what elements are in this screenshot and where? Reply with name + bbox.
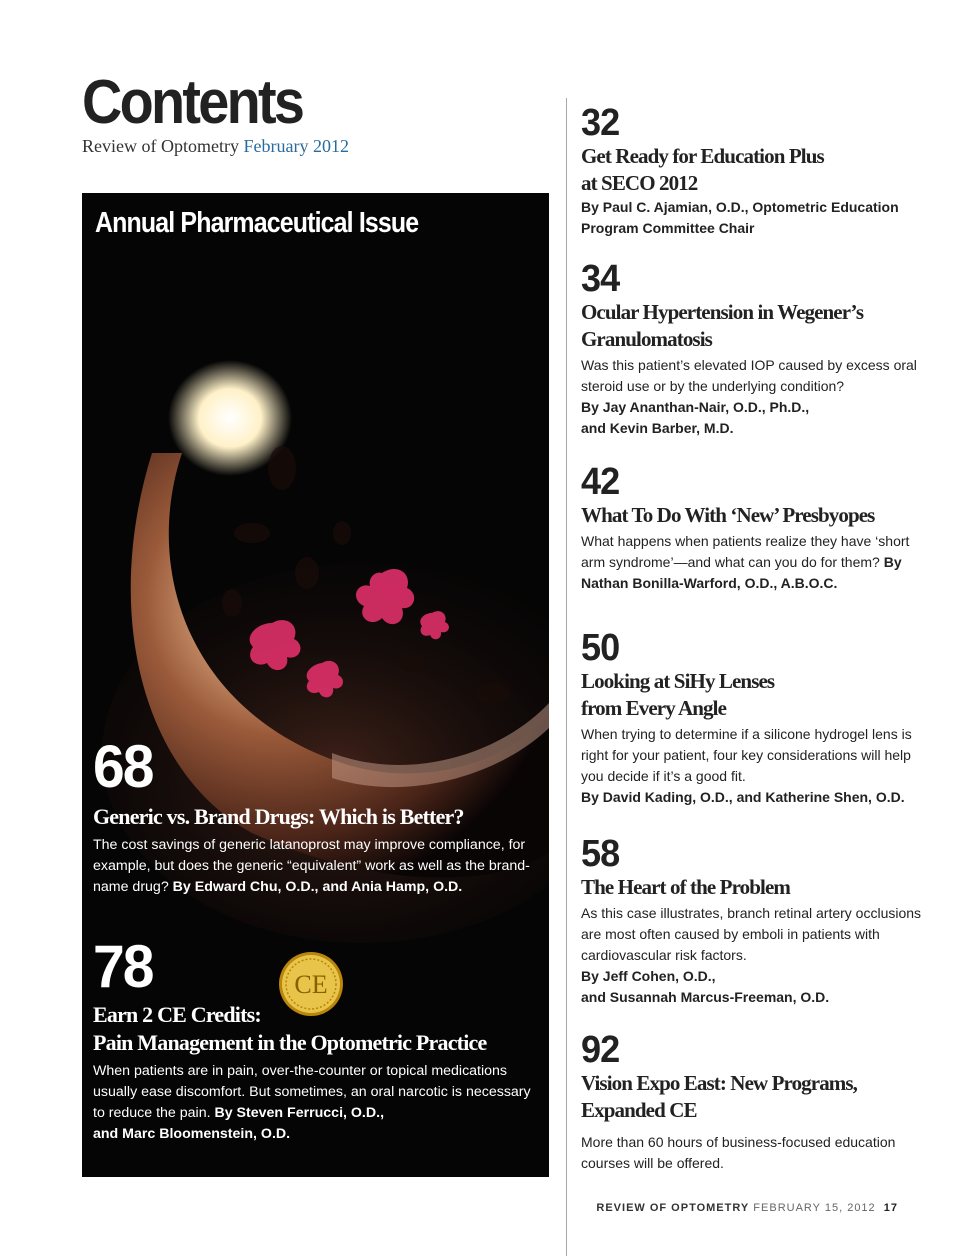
feature-byline: By Steven Ferrucci, O.D., — [214, 1105, 385, 1121]
toc-description — [581, 531, 931, 594]
toc-description: More than 60 hours of business-focused education courses will be offered. — [581, 1134, 896, 1171]
toc-page-number: 32 — [581, 102, 620, 144]
feature-description — [93, 835, 533, 898]
ce-badge-label: CE — [294, 970, 328, 999]
toc-entry-32[interactable] — [581, 104, 931, 239]
page-header — [82, 68, 349, 157]
footer-date: FEBRUARY 15, 2012 — [753, 1202, 876, 1214]
page-title: Contents — [82, 68, 303, 137]
feature-78[interactable] — [93, 933, 533, 1145]
feature-title-line: Earn 2 CE Credits: — [93, 1002, 261, 1027]
toc-byline: By David Kading, O.D., and Katherine Shen, O.D. — [581, 789, 905, 805]
issue-line — [82, 136, 349, 157]
toc-description: Was this patient’s elevated IOP caused by excess oral steroid use or by the underlying condition? — [581, 357, 917, 394]
toc-title-line: Expanded CE — [581, 1098, 697, 1122]
feature-title — [93, 1001, 533, 1057]
feature-description — [93, 1061, 533, 1145]
column-divider — [566, 98, 567, 1256]
toc-title-line: Get Ready for Education Plus — [581, 144, 824, 168]
toc-title: The Heart of the Problem — [581, 875, 790, 899]
toc-entry-92[interactable] — [581, 1031, 931, 1174]
feature-title-line: Pain Management in the Optometric Practice — [93, 1030, 487, 1055]
toc-entry-58[interactable] — [581, 835, 931, 1008]
toc-title-line: Looking at SiHy Lenses — [581, 669, 775, 693]
toc-page-number: 58 — [581, 833, 620, 875]
toc-entry-34[interactable] — [581, 260, 931, 439]
feature-title: Generic vs. Brand Drugs: Which is Better? — [93, 804, 464, 829]
feature-summary: When patients are in pain, over-the-counter or topical medications usually ease discomfort. But sometimes, an oral narcotic is necessary to reduce the pain. — [93, 1063, 531, 1121]
toc-title-line: at SECO 2012 — [581, 171, 698, 195]
page-number: 17 — [883, 1202, 898, 1214]
toc-byline: and Kevin Barber, M.D. — [581, 420, 734, 436]
toc-title-line: from Every Angle — [581, 696, 727, 720]
toc-byline: By Paul C. Ajamian, O.D., Optometric Education Program Committee Chair — [581, 199, 899, 236]
page-footer — [596, 1202, 898, 1214]
feature-page-number: 78 — [93, 933, 153, 1000]
toc-title-line: Vision Expo East: New Programs, — [581, 1071, 858, 1095]
panel-heading: Annual Pharmaceutical Issue — [95, 207, 419, 239]
toc-title: What To Do With ‘New’ Presbyopes — [581, 503, 875, 527]
toc-title-line: Granulomatosis — [581, 327, 712, 351]
feature-byline: By Edward Chu, O.D., and Ania Hamp, O.D. — [172, 879, 463, 895]
toc-summary: What happens when patients realize they have ‘short arm syndrome’—and what can you do for them? — [581, 533, 910, 570]
toc-byline: By Nathan Bonilla-Warford, O.D., A.B.O.C. — [581, 554, 902, 591]
feature-panel — [82, 193, 549, 1177]
feature-byline: and Marc Bloomenstein, O.D. — [93, 1126, 291, 1142]
toc-page-number: 92 — [581, 1029, 620, 1071]
feature-summary: The cost savings of generic latanoprost may improve compliance, for example, but does the generic “equivalent” work as well as the brand-name drug? — [93, 837, 530, 895]
toc-title — [581, 143, 931, 197]
toc-description: When trying to determine if a silicone hydrogel lens is right for your patient, four key considerations will help you decide if it’s a good fit. — [581, 726, 912, 784]
toc-title — [581, 299, 931, 353]
issue-date: February 2012 — [243, 136, 349, 156]
toc-byline: and Susannah Marcus-Freeman, O.D. — [581, 989, 830, 1005]
toc-entry-50[interactable] — [581, 629, 931, 808]
footer-publication: REVIEW OF OPTOMETRY — [596, 1202, 750, 1214]
toc-entry-42[interactable] — [581, 463, 931, 594]
feature-page-number: 68 — [93, 733, 153, 800]
toc-description: As this case illustrates, branch retinal artery occlusions are most often caused by emboli in patients with cardiovascular risk factors. — [581, 905, 922, 963]
toc-byline: By Jeff Cohen, O.D., — [581, 968, 716, 984]
toc-title — [581, 668, 931, 722]
publication-name: Review of Optometry — [82, 136, 239, 156]
toc-page-number: 42 — [581, 461, 620, 503]
toc-page-number: 34 — [581, 258, 620, 300]
toc-title — [581, 1070, 931, 1124]
toc-page-number: 50 — [581, 627, 620, 669]
toc-byline: By Jay Ananthan-Nair, O.D., Ph.D., — [581, 399, 810, 415]
feature-68[interactable] — [93, 733, 533, 898]
toc-title-line: Ocular Hypertension in Wegener’s — [581, 300, 864, 324]
